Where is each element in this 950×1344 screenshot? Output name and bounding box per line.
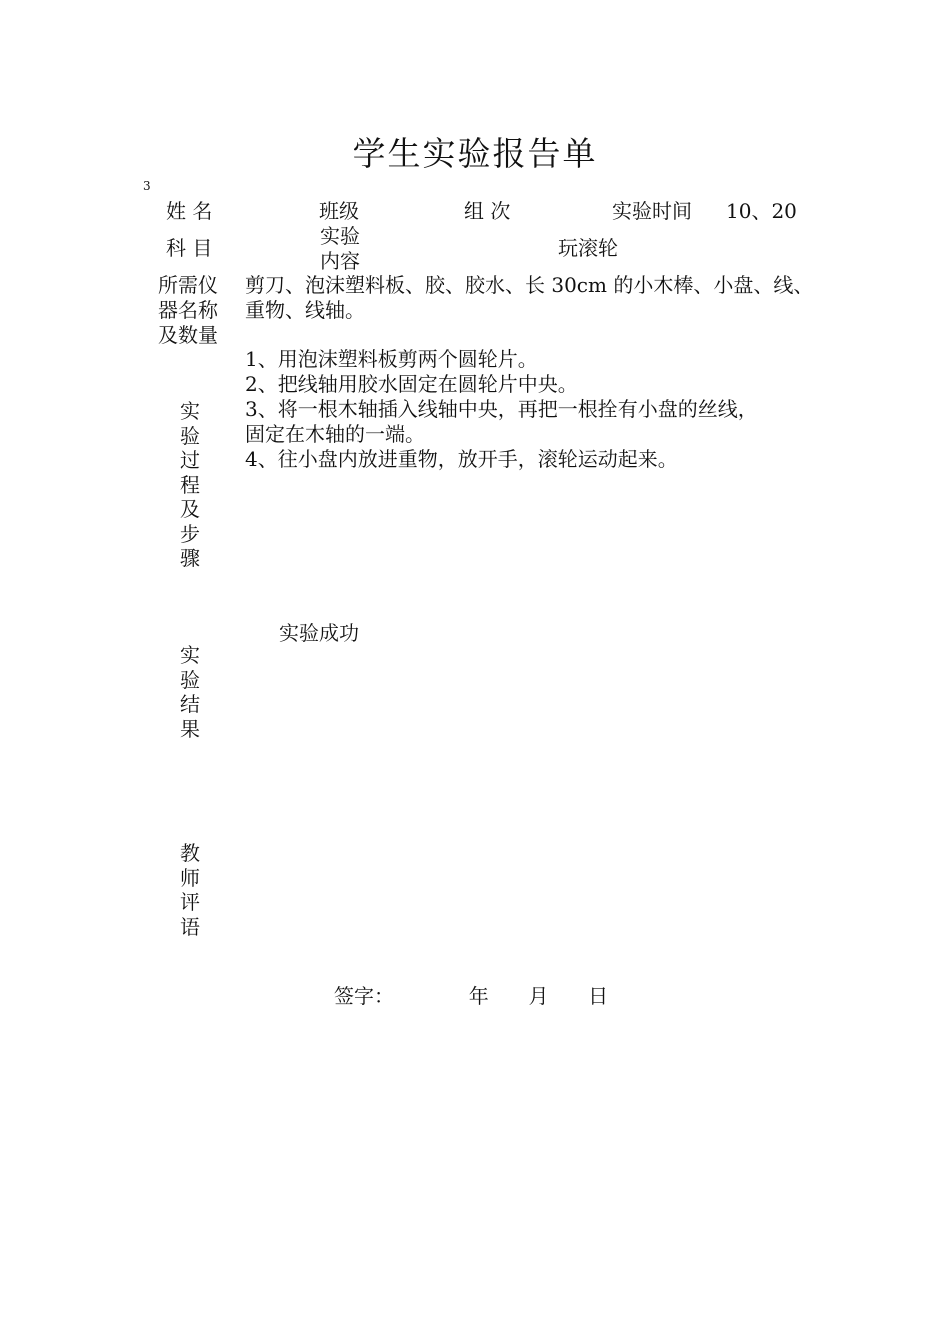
year-label: 年 — [468, 984, 489, 1008]
teacher-comment-label: 教师评语 — [180, 841, 200, 939]
procedure-step: 1、用泡沫塑料板剪两个圆轮片。 — [245, 347, 538, 371]
content-value: 玩滚轮 — [558, 236, 618, 260]
day-label: 日 — [588, 984, 609, 1008]
procedure-step: 4、往小盘内放进重物，放开手，滚轮运动起来。 — [245, 447, 678, 471]
equipment-label-line1: 所需仪 — [158, 273, 218, 297]
procedure-step: 3、将一根木轴插入线轴中央，再把一根拴有小盘的丝线， — [245, 397, 758, 421]
procedure-step: 固定在木轴的一端。 — [245, 422, 425, 446]
signature-label: 签字： — [334, 984, 394, 1008]
page-title: 学生实验报告单 — [352, 134, 598, 173]
content-label-line1: 实验 — [320, 224, 360, 248]
time-label: 实验时间 — [612, 199, 692, 223]
class-label: 班级 — [319, 199, 359, 223]
content-label-line2: 内容 — [320, 249, 360, 273]
equipment-label-line3: 及数量 — [158, 323, 218, 347]
name-label: 姓 名 — [166, 199, 213, 223]
page-number: 3 — [143, 179, 151, 193]
equipment-text-line2: 重物、线轴。 — [245, 298, 365, 322]
group-label: 组 次 — [464, 199, 511, 223]
month-label: 月 — [528, 984, 549, 1008]
procedure-step: 2、把线轴用胶水固定在圆轮片中央。 — [245, 372, 578, 396]
time-value: 10、20 — [726, 199, 797, 223]
subject-label: 科 目 — [166, 236, 213, 260]
result-label: 实验结果 — [180, 643, 200, 741]
procedure-label: 实验过程及步骤 — [180, 399, 200, 570]
equipment-text-line1: 剪刀、泡沫塑料板、胶、胶水、长 30cm 的小木棒、小盘、线、 — [245, 273, 814, 297]
equipment-label-line2: 器名称 — [158, 298, 218, 322]
result-value: 实验成功 — [279, 621, 359, 645]
signature-line — [334, 984, 608, 1009]
